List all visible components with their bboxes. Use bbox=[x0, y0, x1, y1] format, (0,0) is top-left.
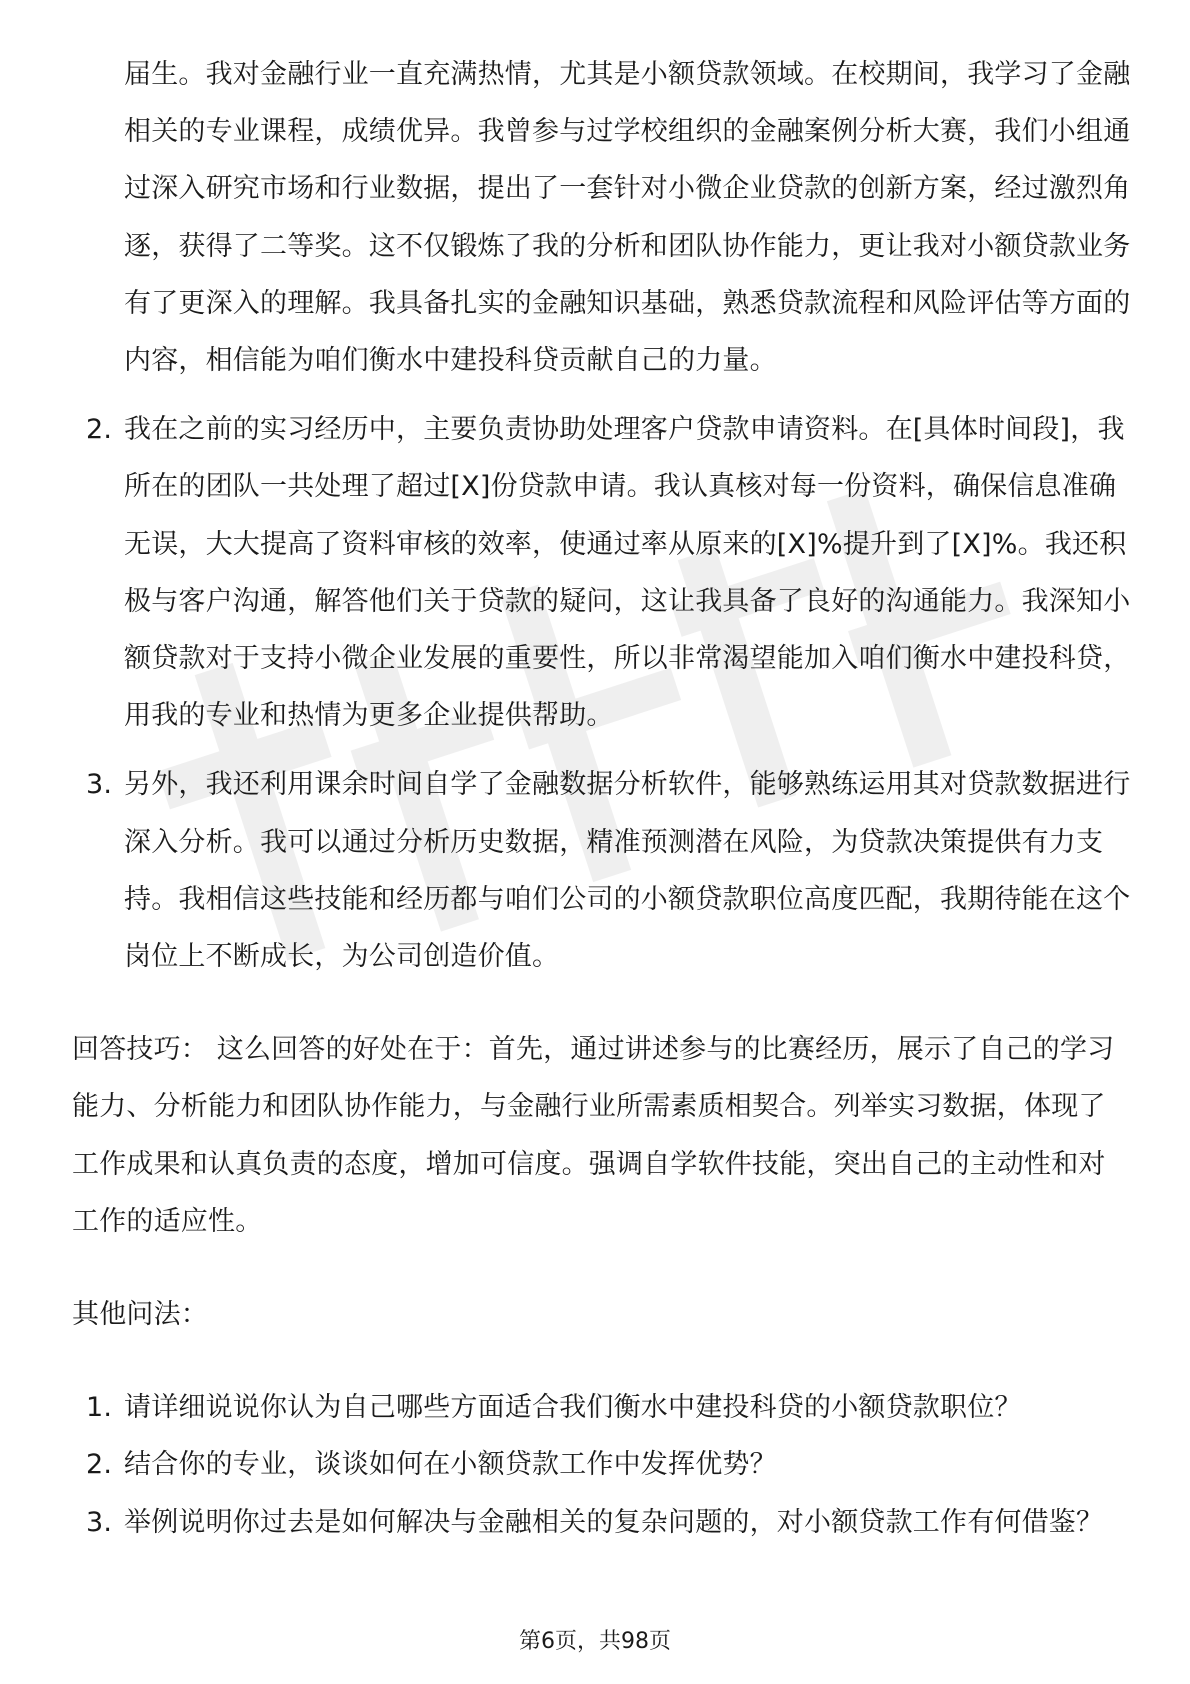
other-question-2 bbox=[72, 1436, 1132, 1493]
question-text: 请详细说说你认为自己哪些方面适合我们衡水中建投科贷的小额贷款职位？ bbox=[124, 1392, 1022, 1424]
answer-tips bbox=[72, 1021, 1132, 1250]
other-question-1 bbox=[72, 1379, 1132, 1436]
question-text: 举例说明你过去是如何解决与金融相关的复杂问题的，对小额贷款工作有何借鉴？ bbox=[124, 1506, 1104, 1538]
answer-number: 3. bbox=[86, 769, 113, 801]
answer-text: 另外，我还利用课余时间自学了金融数据分析软件，能够熟练运用其对贷款数据进行深入分析。我可以通过分析历史数据，精准预测潜在风险，为贷款决策提供有力支持。我相信这些技能和经历都与咱们公司的小额贷款职位高度匹配，我期待能在这个岗位上不断成长，为公司创造价值。 bbox=[124, 769, 1131, 973]
question-number: 1. bbox=[86, 1392, 113, 1424]
answer-number: 2. bbox=[86, 414, 113, 446]
question-text: 结合你的专业，谈谈如何在小额贷款工作中发挥优势？ bbox=[124, 1449, 777, 1481]
tips-label: 回答技巧： bbox=[72, 1034, 208, 1066]
page-number-footer: 第6页，共98页 bbox=[519, 1629, 671, 1654]
document-body bbox=[72, 46, 1132, 1551]
tips-text: 这么回答的好处在于：首先，通过讲述参与的比赛经历，展示了自己的学习能力、分析能力和团队协作能力，与金融行业所需素质相契合。列举实习数据，体现了工作成果和认真负责的态度，增加可信度。强调自学软件技能，突出自己的主动性和对工作的适应性。 bbox=[72, 1034, 1115, 1237]
answer-text: 我在之前的实习经历中，主要负责协助处理客户贷款申请资料。在[具体时间段]，我所在的团队一共处理了超过[X]份贷款申请。我认真核对每一份资料，确保信息准确无误，大大提高了资料审核的效率，使通过率从原来的[X]%提升到了[X]%。我还积极与客户沟通，解答他们关于贷款的疑问，这让我具备了良好的沟通能力。我深知小额贷款对于支持小微企业发展的重要性，所以非常渴望能加入咱们衡水中建投科贷，用我的专业和热情为更多企业提供帮助。 bbox=[124, 414, 1131, 732]
answer-item-1-continued bbox=[72, 46, 1132, 389]
answer-item-3 bbox=[72, 756, 1132, 985]
other-question-3 bbox=[72, 1494, 1132, 1551]
question-number: 2. bbox=[86, 1449, 113, 1481]
other-questions-heading: 其他问法： bbox=[72, 1299, 208, 1331]
question-number: 3. bbox=[86, 1506, 113, 1538]
answer-item-2 bbox=[72, 401, 1132, 744]
answer-text: 届生。我对金融行业一直充满热情，尤其是小额贷款领域。在校期间，我学习了金融相关的专业课程，成绩优异。我曾参与过学校组织的金融案例分析大赛，我们小组通过深入研究市场和行业数据，提出了一套针对小微企业贷款的创新方案，经过激烈角逐，获得了二等奖。这不仅锻炼了我的分析和团队协作能力，更让我对小额贷款业务有了更深入的理解。我具备扎实的金融知识基础，熟悉贷款流程和风险评估等方面的内容，相信能为咱们衡水中建投科贷贡献自己的力量。 bbox=[124, 59, 1131, 377]
